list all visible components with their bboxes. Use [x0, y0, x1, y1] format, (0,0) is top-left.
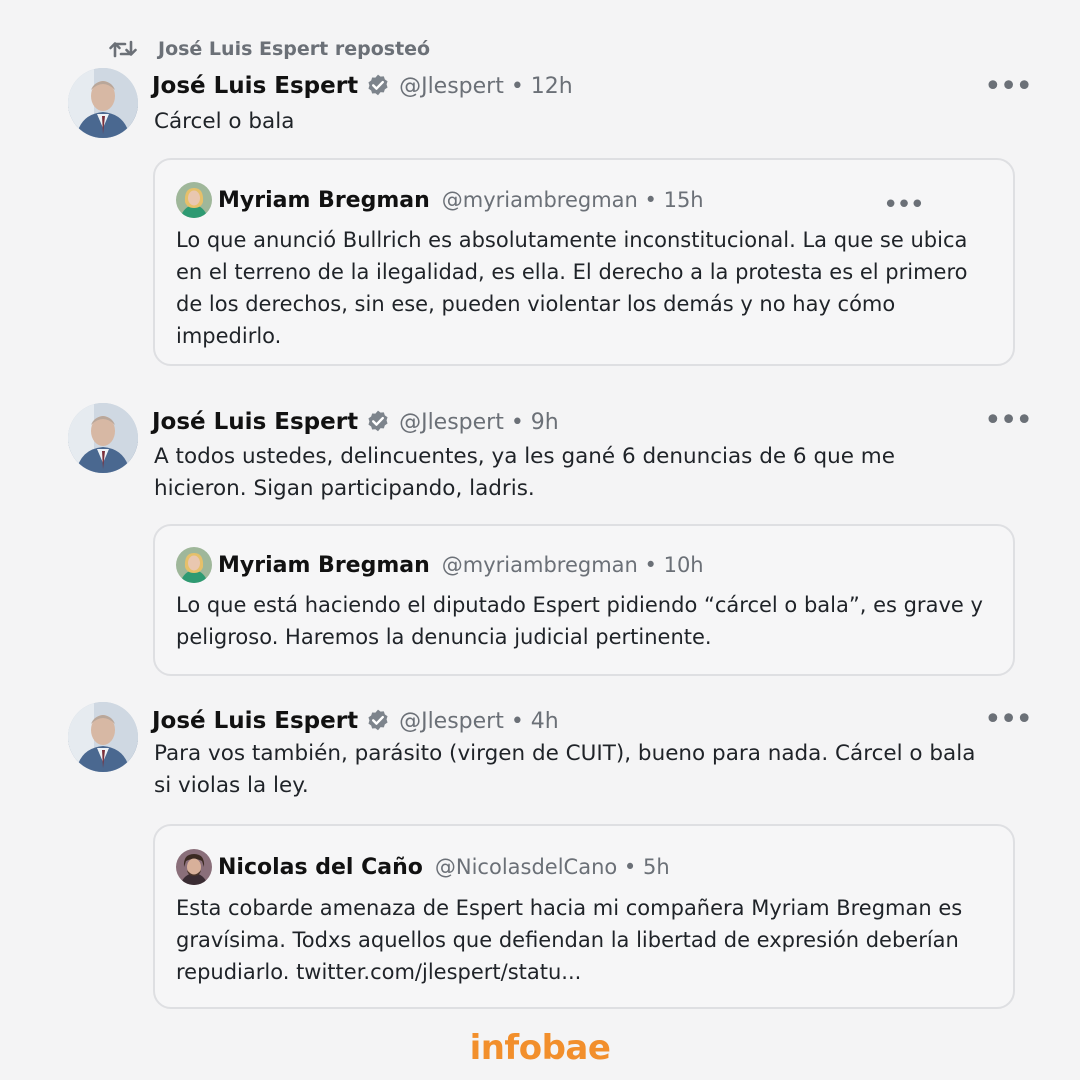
quoted-tweet[interactable] — [153, 158, 1015, 366]
quoted-tweet-text: Esta cobarde amenaza de Espert hacia mi compañera Myriam Bregman es gravísima. Todxs aquellos que defiendan la libertad de expresión deberían repudiarlo. twitter.com/jlespert/statu... — [176, 896, 963, 984]
quoted-author-name: Myriam Bregman — [218, 552, 430, 578]
quoted-author-avatar[interactable] — [176, 849, 212, 885]
quoted-tweet-header — [176, 847, 670, 887]
tweet-text: Cárcel o bala — [154, 109, 295, 134]
more-options-icon[interactable]: ••• — [984, 403, 1032, 438]
quoted-author-avatar[interactable] — [176, 547, 212, 583]
quoted-tweet[interactable] — [153, 524, 1015, 676]
tweet-text: Para vos también, parásito (virgen de CUIT), bueno para nada. Cárcel o bala si violas la ley. — [154, 741, 983, 798]
author-handle-time[interactable]: @Jlespert • 9h — [399, 409, 559, 435]
quoted-tweet[interactable] — [153, 824, 1015, 1009]
author-avatar[interactable] — [68, 68, 138, 138]
quoted-tweet-header — [176, 180, 704, 220]
more-options-icon[interactable]: ••• — [984, 702, 1032, 737]
quoted-tweet-text: Lo que está haciendo el diputado Espert pidiendo “cárcel o bala”, es grave y peligroso. Haremos la denuncia judicial pertinente. — [176, 593, 983, 649]
more-options-icon[interactable]: ••• — [883, 190, 924, 220]
tweet-header — [152, 704, 559, 738]
repost-icon — [108, 36, 138, 62]
author-avatar[interactable] — [68, 403, 138, 473]
quoted-author-name: Nicolas del Caño — [218, 854, 423, 880]
verified-badge-icon — [365, 73, 391, 99]
verified-badge-icon — [365, 708, 391, 734]
quoted-author-handle-time: @NicolasdelCano • 5h — [434, 855, 670, 879]
author-name[interactable]: José Luis Espert — [152, 73, 359, 99]
tweet-text: A todos ustedes, delincuentes, ya les gané 6 denuncias de 6 que me hicieron. Sigan participando, ladris. — [154, 444, 902, 501]
quoted-tweet-header — [176, 545, 704, 585]
quoted-author-name: Myriam Bregman — [218, 187, 430, 213]
author-name[interactable]: José Luis Espert — [152, 409, 359, 435]
tweet-header — [152, 69, 573, 103]
quoted-author-avatar[interactable] — [176, 182, 212, 218]
repost-header — [108, 36, 430, 62]
author-handle-time[interactable]: @Jlespert • 12h — [399, 73, 573, 99]
author-name[interactable]: José Luis Espert — [152, 708, 359, 734]
repost-label: José Luis Espert reposteó — [158, 38, 431, 60]
author-avatar[interactable] — [68, 702, 138, 772]
quoted-tweet-text: Lo que anunció Bullrich es absolutamente inconstitucional. La que se ubica en el terreno de la ilegalidad, es ella. El derecho a la protesta es el primero de los derechos, sin ese, pueden violentar los demás y no hay cómo impedirlo. — [176, 228, 968, 348]
more-options-icon[interactable]: ••• — [984, 69, 1032, 104]
infobae-logo: infobae — [469, 1028, 611, 1068]
author-handle-time[interactable]: @Jlespert • 4h — [399, 708, 559, 734]
quoted-author-handle-time: @myriambregman • 15h — [441, 188, 704, 212]
quoted-author-handle-time: @myriambregman • 10h — [441, 553, 704, 577]
tweet-header — [152, 405, 559, 439]
verified-badge-icon — [365, 409, 391, 435]
